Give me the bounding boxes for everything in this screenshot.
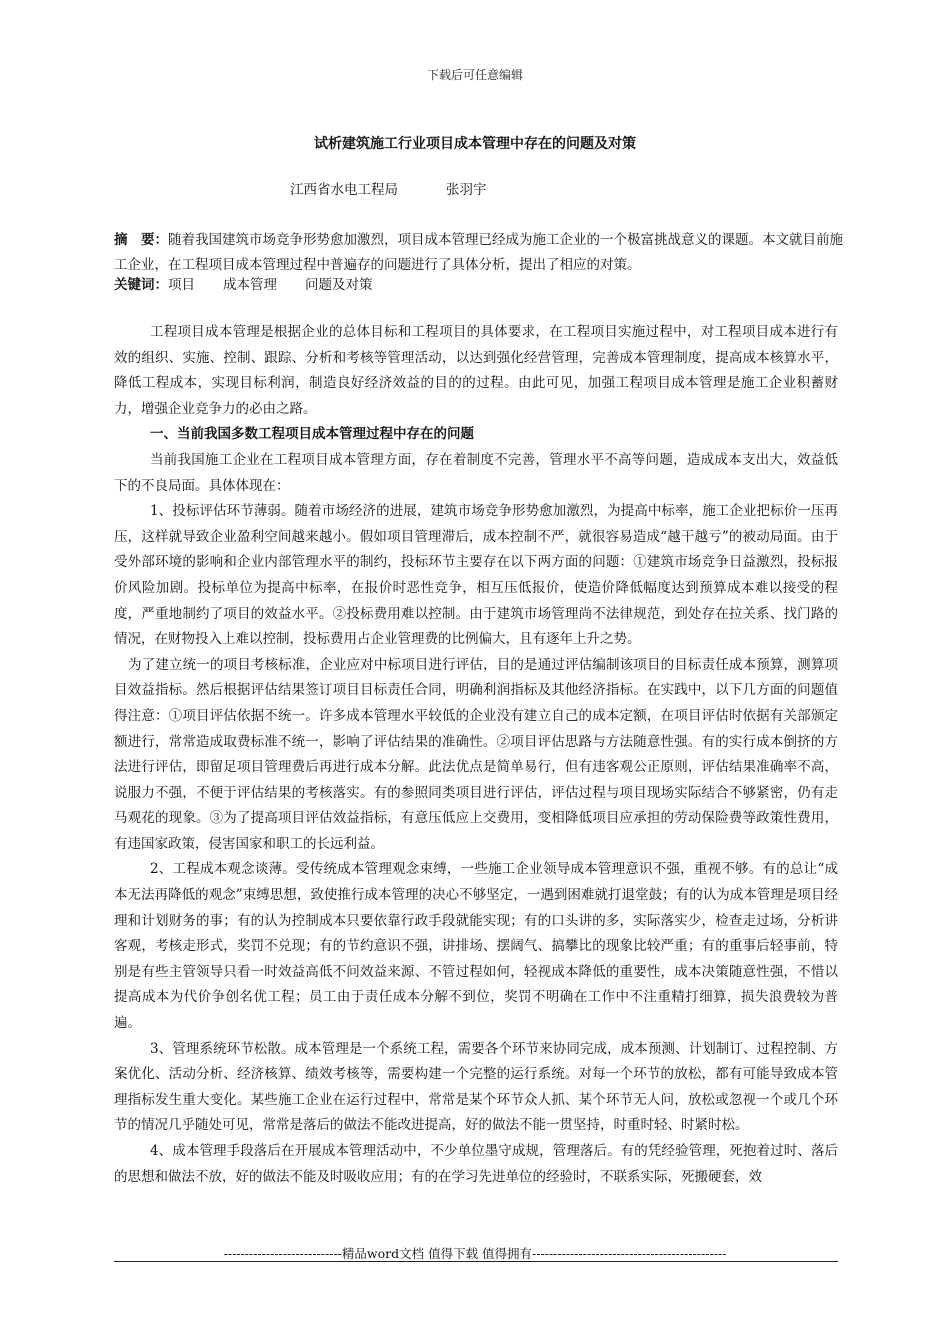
abstract-label: 摘 要： <box>114 232 168 248</box>
paragraph: 工程项目成本管理是根据企业的总体目标和工程项目的具体要求，在工程项目实施过程中，对工程项目成本进行有效的组织、实施、控制、跟踪、分析和考核等管理活动，以达到强化经营管理，完善成本管理制度，提高成本核算水平，降低工程成本，实现目标利润，制造良好经济效益的目的的过程。由此可见，加强工程项目成本管理是施工企业积蓄财力，增强企业竞争力的必由之路。 <box>114 324 838 417</box>
keyword-item: 问题及对策 <box>305 277 373 293</box>
keywords-label: 关键词： <box>114 277 168 293</box>
body-text <box>114 320 838 1190</box>
paragraph: 2、工程成本观念谈薄。受传统成本管理观念束缚，一些施工企业领导成本管理意识不强，重视不够。有的总让“成本无法再降低的观念”束缚思想，致使推行成本管理的决心不够坚定，一遇到困难就打退堂鼓；有的认为成本管理是项目经理和计划财务的事；有的认为控制成本只要依靠行政手段就能实现；有的口头讲的多，实际落实少，检查走过场，分析讲客观，考核走形式，奖罚不兑现；有的节约意识不强，讲排场、摆阔气、搞攀比的现象比较严重；有的重事后轻事前，特别是有些主管领导只看一时效益高低不问效益来源、不管过程如何，轻视成本降低的重要性，成本决策随意性强，不惜以提高成本为代价争创名优工程；员工由于责任成本分解不到位，奖罚不明确在工作中不注重精打细算，损失浪费较为普遍。 <box>114 861 838 1032</box>
paragraph: 4、成本管理手段落后在开展成本管理活动中，不少单位墨守成规，管理落后。有的凭经验管理，死抱着过时、落后的思想和做法不放，好的做法不能及时吸收应用；有的在学习先进单位的经验时，不联系实际，死搬硬套，效 <box>114 1143 838 1185</box>
organization: 江西省水电工程局 <box>290 182 398 198</box>
keywords <box>114 274 401 296</box>
author: 张羽宇 <box>446 182 487 198</box>
paragraph: 当前我国施工企业在工程项目成本管理方面，存在着制度不完善，管理水平不高等问题，造成成本支出大，效益低下的不良局面。具体体现在： <box>114 451 838 494</box>
paragraph: 3、管理系统环节松散。成本管理是一个系统工程，需要各个环节来协同完成，成本预测、计划制订、过程控制、方案优化、活动分析、经济核算、绩效考核等，需要构建一个完整的运行系统。对每一个环节的放松，都有可能导致成本管理指标发生重大变化。某些施工企业在运行过程中，常常是某个环节众人抓、某个环节无人问，放松或忽视一个或几个环节的情况几乎随处可见，常常是落后的做法不能改进提高，好的做法不能一贯坚持，时重时轻、时紧时松。 <box>114 1040 838 1134</box>
abstract <box>114 228 844 278</box>
page-title: 试析建筑施工行业项目成本管理中存在的问题及对策 <box>314 136 636 152</box>
paragraph: 为了建立统一的项目考核标准，企业应对中标项目进行评估，目的是通过评估编制该项目的目标责任成本预算，测算项目效益指标。然后根据评估结果签订项目目标责任合同，明确利润指标及其他经济指标。在实践中，以下几方面的问题值得注意：①项目评估依据不统一。许多成本管理水平较低的企业没有建立自己的成本定额，在项目评估时依据有关部颁定额进行，常常造成取费标准不统一，影响了评估结果的准确性。②项目评估思路与方法随意性强。有的实行成本倒挤的方法进行评估，即留足项目管理费后再进行成本分解。此法优点是简单易行，但有违客观公正原则，评估结果准确率不高，说服力不强，不便于评估结果的考核落实。有的参照同类项目进行评估，评估过程与项目现场实际结合不够紧密，仍有走马观花的现象。③为了提高项目评估效益指标，有意压低应上交费用，变相降低项目应承担的劳动保险费等政策性费用，有违国家政策，侵害国家和职工的长远利益。 <box>114 656 838 852</box>
abstract-text: 随着我国建筑市场竞争形势愈加激烈，项目成本管理已经成为施工企业的一个极富挑战意义的课题。本文就目前施工企业，在工程项目成本管理过程中普遍存的问题进行了具体分析，提出了相应的对策。 <box>114 232 843 273</box>
footer-text: ----------------------------精品word文档 值得下载 值得拥有---------------------------------------------- <box>223 1246 727 1261</box>
byline <box>290 178 535 198</box>
keyword-item: 项目 <box>168 277 195 293</box>
section-heading: 一、当前我国多数工程项目成本管理过程中存在的问题 <box>150 426 474 443</box>
header-note: 下载后可任意编辑 <box>426 68 523 82</box>
footer-divider <box>114 1261 838 1262</box>
keyword-item: 成本管理 <box>223 277 277 293</box>
paragraph: 1、投标评估环节薄弱。随着市场经济的进展，建筑市场竞争形势愈加激烈，为提高中标率，施工企业把标价一压再压，这样就导致企业盈利空间越来越小。假如项目管理滞后，成本控制不严，就很容易造成“越干越亏”的被动局面。由于受外部环境的影响和企业内部管理水平的制约，投标环节主要存在以下两方面的问题：①建筑市场竞争日益激烈，投标报价风险加剧。投标单位为提高中标率，在报价时恶性竞争，相互压低报价，使造价降低幅度达到预算成本难以接受的程度，严重地制约了项目的效益水平。②投标费用难以控制。由于建筑市场管理尚不法律规范，到处存在拉关系、找门路的情况，在财物投入上难以控制，投标费用占企业管理费的比例偏大，且有逐年上升之势。 <box>114 503 838 648</box>
